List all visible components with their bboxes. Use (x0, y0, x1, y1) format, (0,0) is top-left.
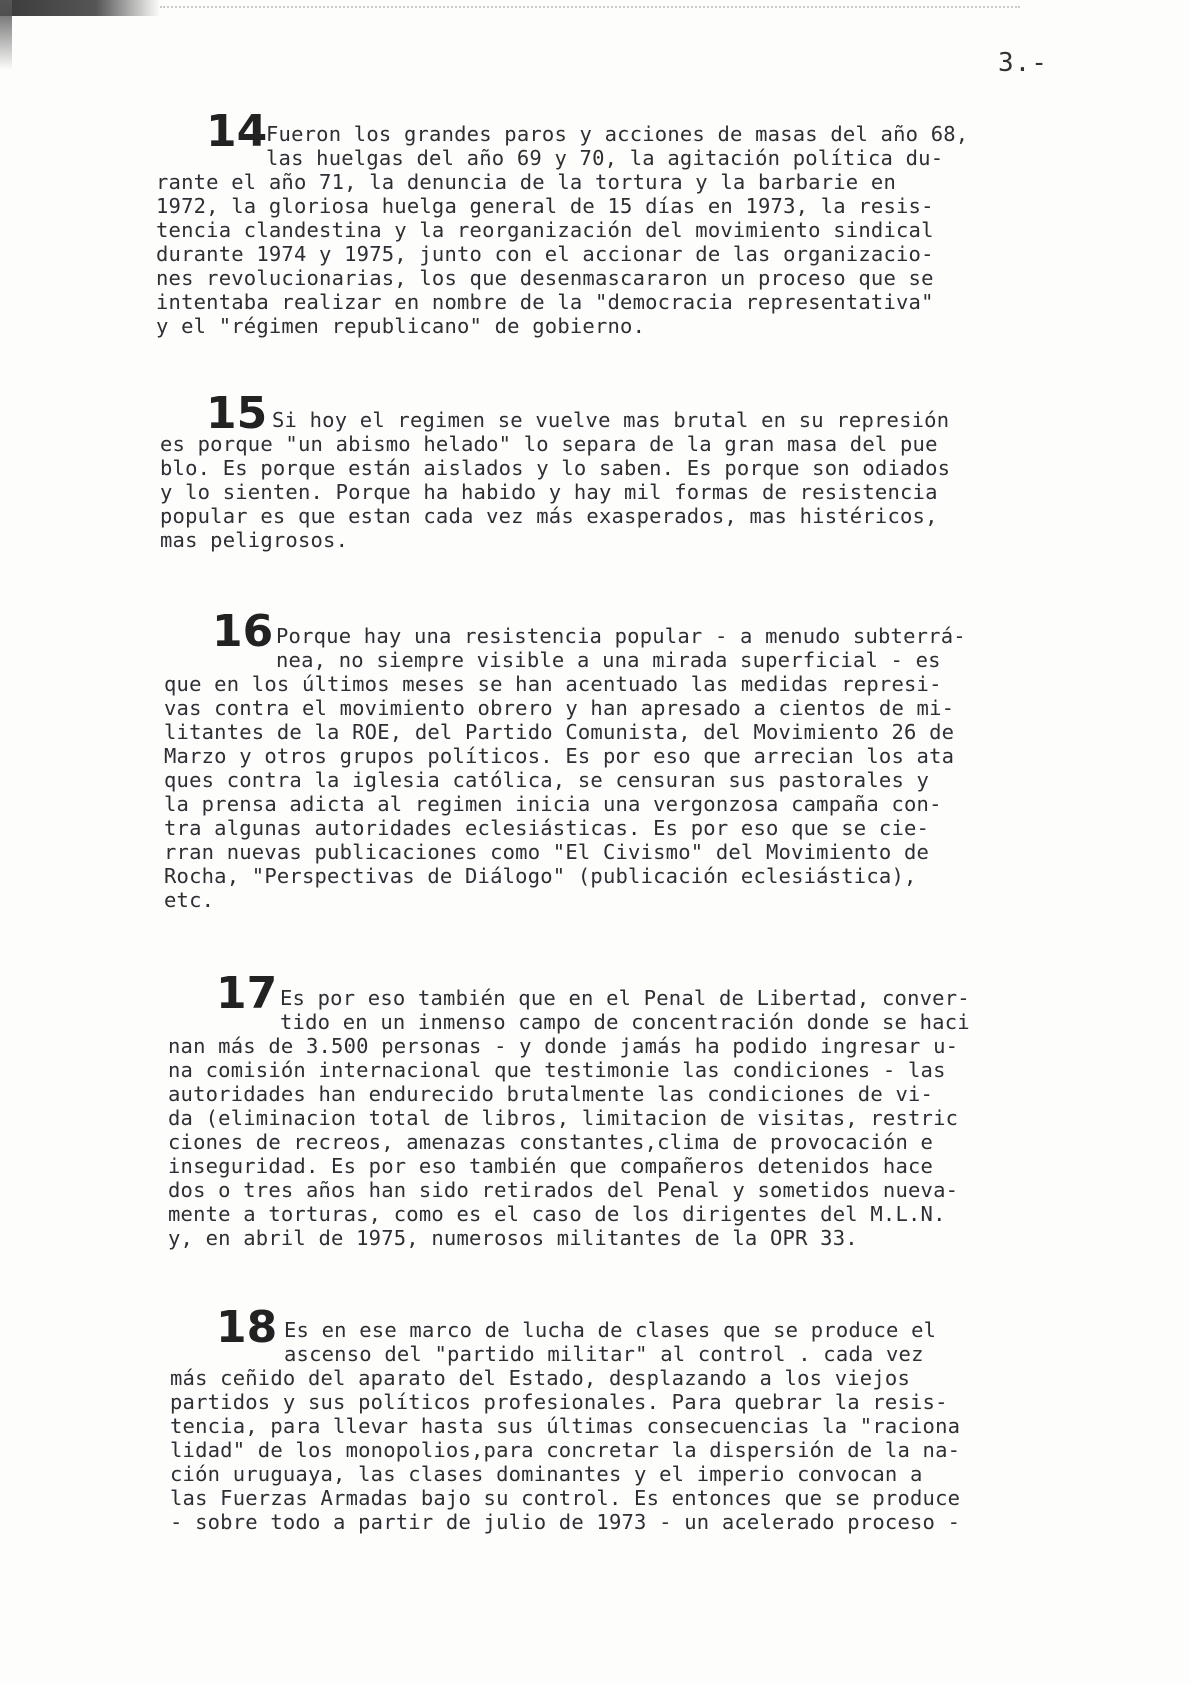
text-line: Rocha, "Perspectivas de Diálogo" (publicación eclesiástica), (164, 864, 917, 888)
text-line: vas contra el movimiento obrero y han apresado a cientos de mi- (164, 696, 955, 720)
paragraph-number: 15 (206, 388, 268, 439)
text-line: Es en ese marco de lucha de clases que se produce el (284, 1318, 937, 1342)
text-line: nea, no siempre visible a una mirada superficial - es (276, 648, 941, 672)
text-line: 1972, la gloriosa huelga general de 15 días en 1973, la resis- (156, 194, 934, 218)
text-line: durante 1974 y 1975, junto con el accionar de las organizacio- (156, 242, 934, 266)
text-line: rante el año 71, la denuncia de la tortura y la barbarie en (156, 170, 896, 194)
text-line: ción uruguaya, las clases dominantes y el imperio convocan a (170, 1462, 923, 1486)
text-line: Fueron los grandes paros y acciones de masas del año 68, (266, 122, 969, 146)
text-line: blo. Es porque están aislados y lo saben. Es porque son odiados (160, 456, 951, 480)
text-line: ques contra la iglesia católica, se censuran sus pastorales y (164, 768, 930, 792)
text-line: intentaba realizar en nombre de la "democracia representativa" (156, 290, 934, 314)
text-line: Marzo y otros grupos políticos. Es por eso que arrecian los ata (164, 744, 955, 768)
text-line: la prensa adicta al regimen inicia una vergonzosa campaña con- (164, 792, 942, 816)
text-line: Porque hay una resistencia popular - a menudo subterrá- (276, 624, 966, 648)
text-line: partidos y sus políticos profesionales. Para quebrar la resis- (170, 1390, 948, 1414)
text-line: es porque "un abismo helado" lo separa de la gran masa del pue (160, 432, 938, 456)
paragraph-number: 18 (216, 1302, 278, 1353)
text-line: etc. (164, 888, 215, 912)
page-top-edge (160, 6, 1020, 10)
text-line: las huelgas del año 69 y 70, la agitación política du- (266, 146, 944, 170)
text-line: na comisión internacional que testimonie las condiciones - las (168, 1058, 946, 1082)
text-line: tido en un inmenso campo de concentración donde se haci (280, 1010, 970, 1034)
text-line: las Fuerzas Armadas bajo su control. Es entonces que se produce (170, 1486, 961, 1510)
text-line: dos o tres años han sido retirados del Penal y sometidos nueva- (168, 1178, 959, 1202)
text-line: ciones de recreos, amenazas constantes,clima de provocación e (168, 1130, 934, 1154)
text-line: popular es que estan cada vez más exasperados, mas histéricos, (160, 504, 938, 528)
paragraph-number: 16 (212, 606, 274, 657)
text-line: lidad" de los monopolios,para concretar la dispersión de la na- (170, 1438, 961, 1462)
text-line: - sobre todo a partir de julio de 1973 - un acelerado proceso - (170, 1510, 961, 1534)
text-line: y, en abril de 1975, numerosos militantes de la OPR 33. (168, 1226, 858, 1250)
text-line: más ceñido del aparato del Estado, desplazando a los viejos (170, 1366, 910, 1390)
text-line: litantes de la ROE, del Partido Comunista, del Movimiento 26 de (164, 720, 955, 744)
text-line: y lo sienten. Porque ha habido y hay mil formas de resistencia (160, 480, 938, 504)
scan-shadow (0, 0, 160, 16)
paragraph-number: 17 (216, 968, 278, 1019)
text-line: nan más de 3.500 personas - y donde jamás ha podido ingresar u- (168, 1034, 959, 1058)
text-line: nes revolucionarias, los que desenmascararon un proceso que se (156, 266, 934, 290)
paragraph-number: 14 (206, 106, 268, 157)
page-number: 3.- (998, 48, 1048, 78)
text-line: tra algunas autoridades eclesiásticas. Es por eso que se cie- (164, 816, 930, 840)
text-line: Si hoy el regimen se vuelve mas brutal en su represión (272, 408, 950, 432)
text-line: da (eliminacion total de libros, limitacion de visitas, restric (168, 1106, 959, 1130)
text-line: ascenso del "partido militar" al control . cada vez (284, 1342, 924, 1366)
scan-shadow-left (0, 0, 12, 70)
text-line: Es por eso también que en el Penal de Libertad, conver- (280, 986, 970, 1010)
text-line: rran nuevas publicaciones como "El Civismo" del Movimiento de (164, 840, 930, 864)
text-line: y el "régimen republicano" de gobierno. (156, 314, 646, 338)
text-line: mas peligrosos. (160, 528, 349, 552)
text-line: inseguridad. Es por eso también que compañeros detenidos hace (168, 1154, 934, 1178)
text-line: mente a torturas, como es el caso de los dirigentes del M.L.N. (168, 1202, 946, 1226)
text-line: tencia clandestina y la reorganización del movimiento sindical (156, 218, 934, 242)
text-line: autoridades han endurecido brutalmente las condiciones de vi- (168, 1082, 934, 1106)
text-line: tencia, para llevar hasta sus últimas consecuencias la "raciona (170, 1414, 961, 1438)
text-line: que en los últimos meses se han acentuado las medidas represi- (164, 672, 942, 696)
